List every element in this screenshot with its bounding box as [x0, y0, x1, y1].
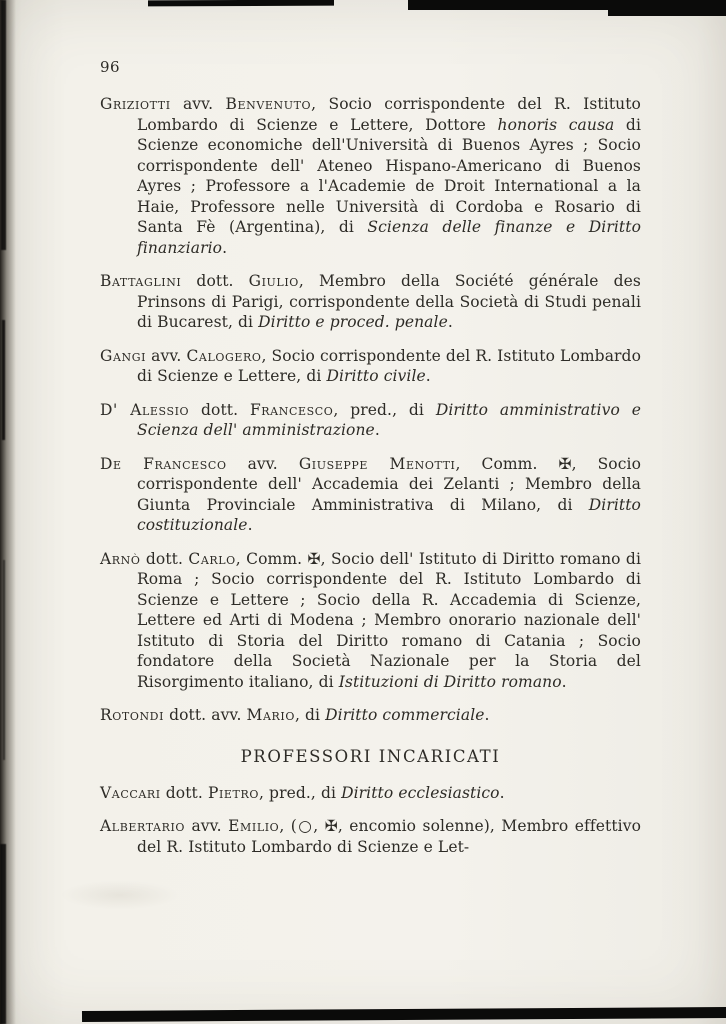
- entry-text: .: [484, 706, 490, 724]
- person-name: Battaglini: [100, 272, 182, 290]
- binding-streak: [2, 320, 5, 440]
- entry-text: dott. avv.: [164, 706, 247, 724]
- entry-paragraph: [100, 816, 641, 857]
- person-name: Albertario: [100, 817, 186, 835]
- entry-text: dott.: [160, 783, 208, 802]
- binding-streak: [3, 560, 5, 760]
- entry-text: , Membro della Société générale des Prinsons di Parigi, corrispondente della Società di Studi penali di Bucarest, di: [137, 272, 641, 331]
- person-name: Pietro: [207, 783, 259, 802]
- entry-text: , pred., di: [333, 400, 436, 419]
- entry-paragraph: [100, 705, 641, 726]
- subject-italic: Istituzioni di Diritto romano: [338, 672, 562, 691]
- person-name: De Francesco: [100, 454, 227, 473]
- page-number: 96: [100, 58, 121, 76]
- entry-text: , Socio corrispondente del R. Istituto Lombardo di Scienze e Lettere, di: [137, 346, 642, 385]
- person-name: Francesco: [249, 400, 334, 419]
- entry-text: .: [561, 672, 567, 691]
- entry-text: , Comm. ✠, Socio dell' Istituto di Diritto romano di Roma ; Socio corrispondente del R. Istituto Lombardo di Scienze e Lettere ; Socio della R. Accademia di Scienze, Lettere ed Arti di Modena ; Membro onorario nazionale dell' Istituto di Storia del Diritto romano di Catania ; Socio fondatore della Società Nazionale per la Storia del Risorgimento italiano, di: [137, 549, 641, 691]
- entry-text: , pred., di: [259, 783, 342, 802]
- subject-italic: Diritto civile: [326, 367, 426, 385]
- binding-streak: [0, 844, 6, 1024]
- subject-italic: Diritto costituzionale: [137, 495, 641, 534]
- person-name: Mario: [246, 706, 295, 724]
- entry-text: , Socio corrispondente del R. Istituto Lombardo di Scienze e Lettere, Dottore: [137, 95, 641, 134]
- person-name: Griziotti: [100, 95, 171, 113]
- top-corner-scan-bar: [608, 0, 726, 16]
- entry-text: , (○, ✠, encomio solenne), Membro effettivo del R. Istituto Lombardo di Scienze e Let-: [137, 817, 642, 856]
- paper-smudge: [60, 880, 180, 910]
- subject-italic: Scienza delle finanze e Diritto finanziario: [137, 218, 642, 257]
- person-name: Carlo: [188, 549, 236, 568]
- entry-text: , di: [294, 706, 326, 724]
- entry-paragraph: [100, 346, 641, 387]
- entry-paragraph: [100, 400, 641, 441]
- person-name: D' Alessio: [100, 400, 190, 419]
- entry-text: di Scienze economiche dell'Università di Buenos Ayres ; Socio corrispondente dell' Ateneo Hispano-Americano di Buenos Ayres ; Professore a l'Academie de Droit International a la Haie, Professore nelle Università di Cordoba e Rosario di Santa Fè (Argentina), di: [137, 115, 642, 236]
- entry-text: avv.: [185, 817, 229, 835]
- subject-italic: Diritto amministrativo e Scienza dell' amministrazione: [137, 400, 641, 439]
- entry-text: dott.: [181, 272, 249, 290]
- text-column: [100, 58, 641, 870]
- subject-italic: honoris causa: [497, 115, 615, 134]
- entry-text: .: [222, 238, 228, 257]
- person-name: Emilio: [228, 817, 280, 835]
- section-heading: PROFESSORI INCARICATI: [240, 746, 501, 766]
- entry-text: .: [425, 367, 431, 385]
- entry-paragraph: [100, 94, 641, 258]
- entry-text: avv.: [226, 454, 299, 473]
- person-name: Vaccari: [100, 783, 161, 802]
- person-name: Calogero: [186, 346, 262, 365]
- entry-text: .: [499, 783, 505, 802]
- entry-text: avv.: [146, 346, 187, 365]
- entry-text: avv.: [170, 95, 226, 113]
- entry-paragraph: [100, 783, 641, 804]
- entry-text: , Comm. ✠, Socio corrispondente dell' Accademia dei Zelanti ; Membro della Giunta Provinciale Amministrativa di Milano, di: [137, 454, 642, 514]
- top-edge-scan-bar: [148, 0, 334, 6]
- subject-italic: Diritto e proced. penale: [258, 313, 448, 331]
- person-name: Giulio: [248, 272, 299, 290]
- entry-text: .: [447, 313, 453, 331]
- person-name: Giuseppe Menotti: [298, 454, 456, 473]
- entry-paragraph: [100, 549, 641, 693]
- person-name: Rotondi: [100, 706, 165, 724]
- entry-text: dott.: [140, 549, 189, 568]
- entry-paragraph: [100, 454, 641, 536]
- entry-paragraph: [100, 271, 641, 333]
- entry-text: dott.: [189, 400, 250, 419]
- person-name: Arnò: [100, 549, 141, 568]
- person-name: Benvenuto: [225, 95, 312, 113]
- subject-italic: Diritto ecclesiastico: [341, 783, 500, 802]
- person-name: Gangi: [100, 346, 147, 365]
- entry-text: .: [247, 516, 253, 534]
- subject-italic: Diritto commerciale: [325, 706, 485, 724]
- text-blocks: [100, 94, 641, 857]
- bottom-edge-scan-bar: [82, 1007, 726, 1022]
- binding-streak: [1, 0, 6, 250]
- entry-text: .: [374, 421, 380, 439]
